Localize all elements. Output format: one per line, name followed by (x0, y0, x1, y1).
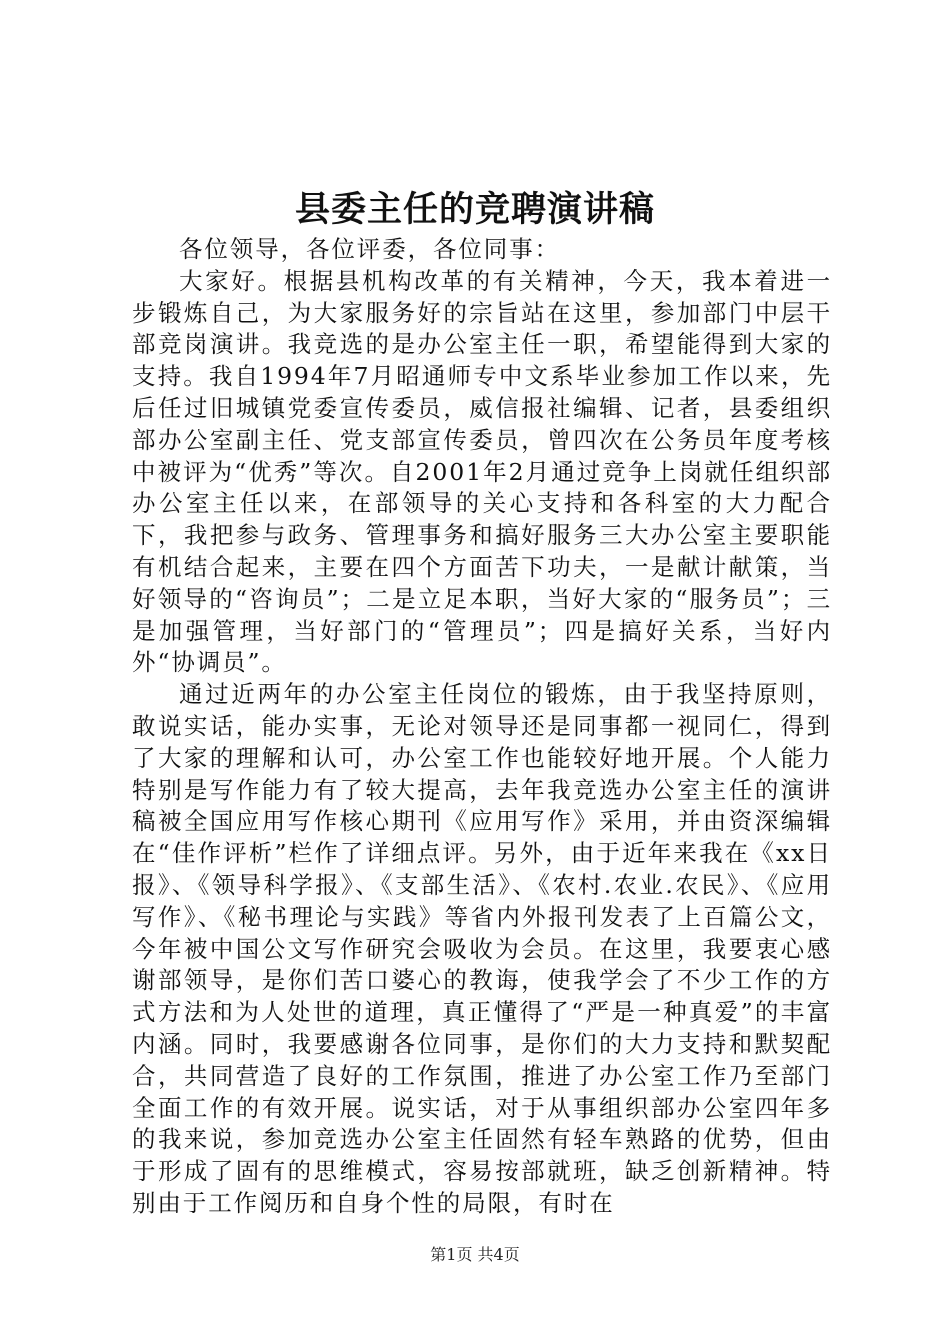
salutation-paragraph: 各位领导，各位评委，各位同事： (179, 235, 560, 263)
body-paragraph: 通过近两年的办公室主任岗位的锻炼，由于我坚持原则，敢说实话，能办实事，无论对领导还是同事都一视同仁，得到了大家的理解和认可，办公室工作也能较好地开展。个人能力特别是写作能力有了较大提高，去年我竞选办公室主任的演讲稿被全国应用写作核心期刊《应用写作》采用，并由资深编辑在“佳作评析”栏作了详细点评。另外，由于近年来我在《xx日报》、《领导科学报》、《支部生活》、《农村.农业.农民》、《应用写作》、《秘书理论与实践》等省内外报刊发表了上百篇公文，今年被中国公文写作研究会吸收为会员。在这里，我要衷心感谢部领导，是你们苦口婆心的教诲，使我学会了不少工作的方式方法和为人处世的道理，真正懂得了“严是一种真爱”的丰富内涵。同时，我要感谢各位同事，是你们的大力支持和默契配合，共同营造了良好的工作氛围，推进了办公室工作乃至部门全面工作的有效开展。说实话，对于从事组织部办公室四年多的我来说，参加竞选办公室主任固然有轻车熟路的优势，但由于形成了固有的思维模式，容易按部就班，缺乏创新精神。特别由于工作阅历和自身个性的局限，有时在 (132, 680, 832, 1217)
document-title: 县委主任的竞聘演讲稿 (294, 189, 655, 230)
page-number-footer: 第1页 共4页 (430, 1245, 520, 1264)
document-body (132, 234, 832, 1220)
body-paragraph: 大家好。根据县机构改革的有关精神，今天，我本着进一步锻炼自己，为大家服务好的宗旨站在这里，参加部门中层干部竞岗演讲。我竞选的是办公室主任一职，希望能得到大家的支持。我自1994年7月昭通师专中文系毕业参加工作以来，先后任过旧城镇党委宣传委员，威信报社编辑、记者，县委组织部办公室副主任、党支部宣传委员，曾四次在公务员年度考核中被评为“优秀”等次。自2001年2月通过竞争上岗就任组织部办公室主任以来，在部领导的关心支持和各科室的大力配合下，我把参与政务、管理事务和搞好服务三大办公室主要职能有机结合起来，主要在四个方面苦下功夫，一是献计献策，当好领导的“咨询员”；二是立足本职，当好大家的“服务员”；三是加强管理，当好部门的“管理员”；四是搞好关系，当好内外“协调员”。 (132, 266, 832, 677)
